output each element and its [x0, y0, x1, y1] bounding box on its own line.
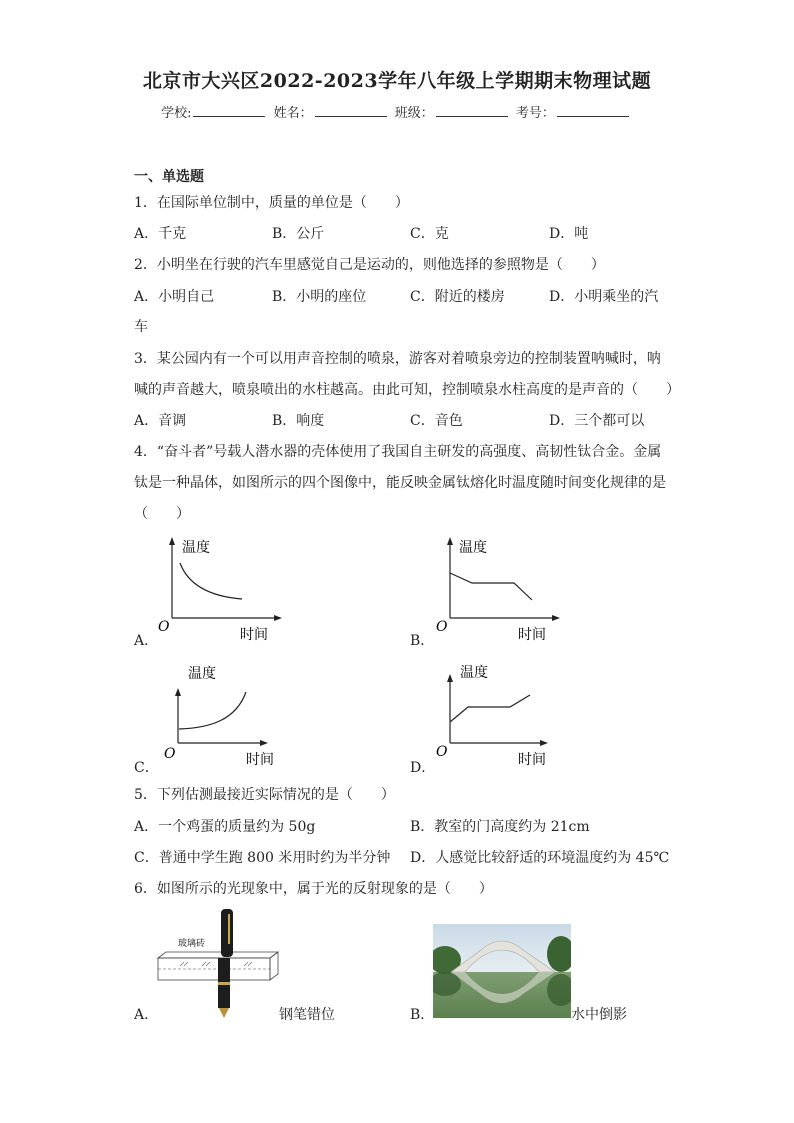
question-3-line-1: 3．某公园内有一个可以用声音控制的喷泉，游客对着喷泉旁边的控制装置呐喊时，呐 — [134, 351, 661, 367]
q1-option-b: B．公斤 — [272, 226, 325, 242]
question-5-stem: 5．下列估测最接近实际情况的是（ ） — [134, 787, 395, 803]
question-1-stem: 1．在国际单位制中，质量的单位是（ ） — [134, 195, 409, 211]
id-label: 考号： — [515, 106, 555, 121]
id-blank[interactable] — [557, 104, 629, 117]
q4-option-c: C． — [134, 760, 159, 776]
question-6-stem: 6．如图所示的光现象中，属于光的反射现象的是（ ） — [134, 881, 493, 897]
q5-option-d: D．人感觉比较舒适的环境温度约为 45℃ — [410, 850, 670, 866]
q4-option-d: D． — [410, 760, 436, 776]
q5-option-a: A．一个鸡蛋的质量约为 50g — [134, 819, 316, 835]
question-3-line-2: 喊的声音越大，喷泉喷出的水柱越高。由此可知，控制喷泉水柱高度的是声音的（ ） — [134, 382, 680, 398]
q2-option-c: C．附近的楼房 — [410, 289, 505, 305]
class-label: 班级： — [394, 106, 434, 121]
pen-band — [218, 982, 230, 985]
graph-c-origin: O — [164, 746, 176, 762]
graph-d-curve — [450, 695, 530, 722]
school-blank[interactable] — [193, 104, 265, 117]
glass-brick-side — [270, 952, 278, 980]
student-info-line — [0, 102, 794, 121]
graph-d-x-label: 时间 — [518, 752, 546, 768]
graph-a — [150, 533, 290, 648]
graph-c — [158, 658, 298, 773]
q4-option-b: B． — [410, 633, 435, 649]
q1-option-c: C．克 — [410, 226, 449, 242]
q5-option-b: B．教室的门高度约为 21cm — [410, 819, 590, 835]
graph-b-x-arrow — [552, 615, 560, 621]
q1-option-a: A．千克 — [134, 226, 187, 242]
graph-d-x-arrow — [540, 740, 548, 746]
q1-option-d: D．吨 — [549, 226, 589, 242]
pen-body-upper — [221, 909, 233, 957]
graph-b — [428, 533, 568, 648]
graph-b-y-arrow — [447, 537, 453, 545]
graph-a-curve — [180, 563, 242, 599]
graph-c-x-label: 时间 — [246, 752, 274, 768]
graph-d — [428, 658, 568, 773]
name-blank[interactable] — [315, 104, 387, 117]
pen-clip — [228, 914, 230, 944]
q3-option-a: A．音调 — [134, 413, 187, 429]
q2-option-b: B．小明的座位 — [272, 289, 367, 305]
name-label: 姓名： — [273, 106, 313, 121]
q4-option-a: A． — [134, 633, 159, 649]
question-4-line-1: 4．“奋斗者”号载人潜水器的壳体使用了我国自主研发的高强度、高韧性钛合金。金属 — [134, 444, 662, 460]
graph-b-origin: O — [436, 619, 448, 635]
q5-option-c: C．普通中学生跑 800 米用时约为半分钟 — [134, 850, 391, 866]
graph-d-y-arrow — [447, 674, 453, 682]
glass-brick-label: 玻璃砖 — [178, 939, 206, 949]
bridge-reflection-photo — [433, 924, 571, 1018]
class-blank[interactable] — [436, 104, 508, 117]
graph-c-y-label: 温度 — [188, 666, 216, 682]
graph-b-x-label: 时间 — [518, 627, 546, 643]
graph-a-origin: O — [158, 619, 170, 635]
graph-a-y-label: 温度 — [182, 540, 210, 556]
graph-d-origin: O — [436, 744, 448, 760]
q3-option-b: B．响度 — [272, 413, 325, 429]
page-title: 北京市大兴区2022-2023学年八年级上学期期末物理试题 — [142, 70, 652, 92]
glass-hatch-marks — [180, 962, 252, 966]
q6-option-a: A． — [134, 1007, 159, 1023]
graph-c-y-arrow — [175, 688, 181, 696]
section-heading: 一、单选题 — [134, 169, 204, 185]
question-4-line-3: （ ） — [134, 506, 190, 522]
q6-option-b: B． — [410, 1007, 435, 1023]
graph-d-y-label: 温度 — [460, 665, 488, 681]
graph-c-curve — [179, 692, 246, 729]
graph-c-x-arrow — [260, 740, 268, 746]
question-2-stem: 2．小明坐在行驶的汽车里感觉自己是运动的，则他选择的参照物是（ ） — [134, 257, 605, 273]
glass-brick-top — [158, 952, 278, 958]
q2-option-d-wrap: 车 — [134, 319, 148, 335]
q3-option-d: D．三个都可以 — [549, 413, 645, 429]
graph-a-x-arrow — [274, 615, 282, 621]
q2-option-d: D．小明乘坐的汽 — [549, 289, 659, 305]
graph-b-curve — [450, 573, 532, 600]
graph-a-y-arrow — [169, 537, 175, 545]
graph-a-x-label: 时间 — [240, 627, 268, 643]
q2-option-a: A．小明自己 — [134, 289, 215, 305]
q3-option-c: C．音色 — [410, 413, 463, 429]
question-4-line-2: 钛是一种晶体，如图所示的四个图像中，能反映金属钛熔化时温度随时间变化规律的是 — [134, 475, 666, 491]
q6-option-b-caption: 水中倒影 — [571, 1007, 627, 1023]
q6-option-a-caption: 钢笔错位 — [279, 1007, 335, 1023]
pen-glass-illustration — [156, 906, 280, 1020]
graph-b-y-label: 温度 — [459, 540, 487, 556]
school-label: 学校: — [161, 106, 192, 121]
pen-nib — [219, 1008, 229, 1018]
